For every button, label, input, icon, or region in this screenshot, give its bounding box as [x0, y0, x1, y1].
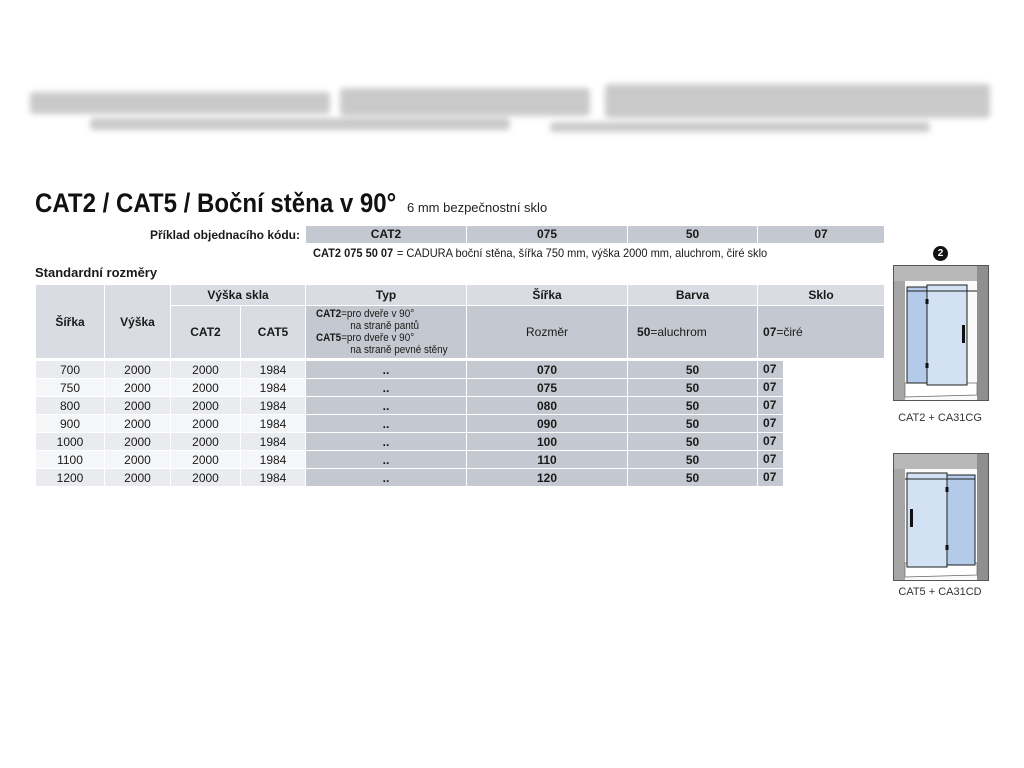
- page-title: CAT2 / CAT5 / Boční stěna v 90°: [35, 188, 397, 218]
- figure-caption: CAT5 + CA31CD: [898, 586, 982, 598]
- cell-cat2: 2000: [171, 361, 241, 379]
- cell-cat5: 1984: [241, 379, 306, 397]
- shower-diagram-cat5: [893, 453, 989, 581]
- cell-type: ..: [306, 415, 467, 433]
- cell-type: ..: [306, 469, 467, 487]
- type-legend: [306, 306, 467, 359]
- type-desc: =pro dveře v 90°: [341, 308, 415, 320]
- cell-size: 070: [467, 361, 628, 379]
- glass-code-chip: 07: [758, 433, 783, 450]
- cell-height: 2000: [105, 379, 171, 397]
- order-code-type: CAT2: [306, 226, 466, 243]
- figure-number-badge: 2: [933, 246, 948, 261]
- cell-cat5: 1984: [241, 469, 306, 487]
- cell-size: 120: [467, 469, 628, 487]
- cell-width: 700: [36, 361, 105, 379]
- cell-cat5: 1984: [241, 451, 306, 469]
- type-desc: =pro dveře v 90°: [341, 332, 415, 344]
- table-row: [36, 379, 885, 397]
- cell-height: 2000: [105, 361, 171, 379]
- header-color: Barva: [628, 285, 758, 306]
- table-row: [36, 451, 885, 469]
- glass-legend-text: =čiré: [776, 325, 803, 339]
- cell-width: 1000: [36, 433, 105, 451]
- top-wall: [893, 265, 989, 281]
- header-type: Typ: [306, 285, 467, 306]
- header-glass-height: Výška skla: [171, 285, 306, 306]
- glass-legend: [758, 306, 885, 359]
- glass-door: [927, 285, 967, 385]
- type-desc-sub: na straně pevné stěny: [350, 344, 448, 356]
- type-legend-text: [316, 308, 451, 356]
- cell-color: 50: [628, 469, 758, 487]
- cell-color: 50: [628, 415, 758, 433]
- table-header: [36, 285, 885, 361]
- cell-glass: [758, 415, 885, 433]
- cell-cat5: 1984: [241, 433, 306, 451]
- type-code: CAT2: [316, 308, 342, 320]
- cell-size: 075: [467, 379, 628, 397]
- hinge: [946, 487, 949, 492]
- right-wall: [977, 453, 989, 581]
- left-wall: [893, 265, 905, 401]
- cell-color: 50: [628, 361, 758, 379]
- table-row: [36, 415, 885, 433]
- cell-height: 2000: [105, 415, 171, 433]
- glass-side-panel: [947, 475, 975, 565]
- cell-height: 2000: [105, 469, 171, 487]
- type-code: CAT5: [316, 332, 342, 344]
- table-caption: Standardní rozměry: [35, 265, 158, 280]
- table-row: [36, 433, 885, 451]
- cell-width: 1200: [36, 469, 105, 487]
- cell-height: 2000: [105, 451, 171, 469]
- top-wall: [893, 453, 989, 469]
- cell-color: 50: [628, 451, 758, 469]
- color-legend-text: =aluchrom: [650, 325, 707, 339]
- cell-width: 900: [36, 415, 105, 433]
- cell-height: 2000: [105, 433, 171, 451]
- table-row: [36, 469, 885, 487]
- subheader-cat2: CAT2: [171, 306, 241, 359]
- order-code-glass: 07: [758, 226, 884, 243]
- size-legend: Rozměr: [467, 306, 628, 359]
- color-legend-code: 50: [637, 325, 651, 339]
- hinge: [926, 299, 929, 304]
- cell-color: 50: [628, 433, 758, 451]
- glass-code-chip: 07: [758, 379, 783, 396]
- cell-glass: [758, 433, 885, 451]
- glass-code-chip: 07: [758, 397, 783, 414]
- cell-cat5: 1984: [241, 361, 306, 379]
- cell-width: 800: [36, 397, 105, 415]
- cell-cat2: 2000: [171, 379, 241, 397]
- order-code-size: 075: [467, 226, 627, 243]
- cell-glass: [758, 451, 885, 469]
- table-body: [36, 361, 885, 487]
- subheader-cat5: CAT5: [241, 306, 306, 359]
- glass-code-chip: 07: [758, 415, 783, 432]
- cell-color: 50: [628, 379, 758, 397]
- left-wall: [893, 453, 905, 581]
- order-example-text: = CADURA boční stěna, šířka 750 mm, výška 2000 mm, aluchrom, čiré sklo: [396, 246, 768, 260]
- shower-diagram-cat2: [893, 265, 989, 401]
- cell-cat2: 2000: [171, 433, 241, 451]
- dimensions-table: [35, 284, 885, 487]
- cell-size: 080: [467, 397, 628, 415]
- header-size: Šířka: [467, 285, 628, 306]
- header-width: Šířka: [36, 285, 105, 359]
- header-glass: Sklo: [758, 285, 885, 306]
- right-wall: [977, 265, 989, 401]
- cell-color: 50: [628, 397, 758, 415]
- cell-type: ..: [306, 433, 467, 451]
- glass-code-chip: 07: [758, 469, 783, 486]
- door-handle: [962, 325, 965, 343]
- cell-type: ..: [306, 451, 467, 469]
- color-legend: [628, 306, 758, 359]
- order-code-color: 50: [628, 226, 757, 243]
- blurred-header-band: [30, 84, 992, 136]
- header-row: [36, 285, 885, 306]
- cell-cat2: 2000: [171, 397, 241, 415]
- hinge: [926, 363, 929, 368]
- cell-type: ..: [306, 361, 467, 379]
- glass-side-panel: [907, 287, 927, 383]
- door-handle: [910, 509, 913, 527]
- type-legend-line: [316, 308, 451, 320]
- cell-type: ..: [306, 379, 467, 397]
- order-example-code: CAT2 075 50 07: [313, 246, 394, 260]
- cell-type: ..: [306, 397, 467, 415]
- type-legend-line: [316, 332, 451, 344]
- cell-cat2: 2000: [171, 469, 241, 487]
- cell-glass: [758, 469, 885, 487]
- hinge: [946, 545, 949, 550]
- cell-width: 750: [36, 379, 105, 397]
- figure-caption: CAT2 + CA31CG: [898, 412, 982, 424]
- cell-glass: [758, 361, 885, 379]
- cell-glass: [758, 397, 885, 415]
- cell-cat2: 2000: [171, 451, 241, 469]
- table-row: [36, 397, 885, 415]
- glass-code-chip: 07: [758, 361, 783, 378]
- cell-cat2: 2000: [171, 415, 241, 433]
- cell-glass: [758, 379, 885, 397]
- table-row: [36, 361, 885, 379]
- glass-code-chip: 07: [758, 451, 783, 468]
- cell-size: 100: [467, 433, 628, 451]
- glass-legend-code: 07: [763, 325, 777, 339]
- cell-height: 2000: [105, 397, 171, 415]
- header-height: Výška: [105, 285, 171, 359]
- page-subtitle: 6 mm bezpečnostní sklo: [407, 200, 548, 215]
- cell-size: 110: [467, 451, 628, 469]
- order-example-label: Příklad objednacího kódu:: [149, 228, 300, 242]
- cell-cat5: 1984: [241, 397, 306, 415]
- cell-size: 090: [467, 415, 628, 433]
- cell-cat5: 1984: [241, 415, 306, 433]
- cell-width: 1100: [36, 451, 105, 469]
- order-example-description: [313, 245, 767, 261]
- type-desc-sub: na straně pantů: [350, 320, 420, 332]
